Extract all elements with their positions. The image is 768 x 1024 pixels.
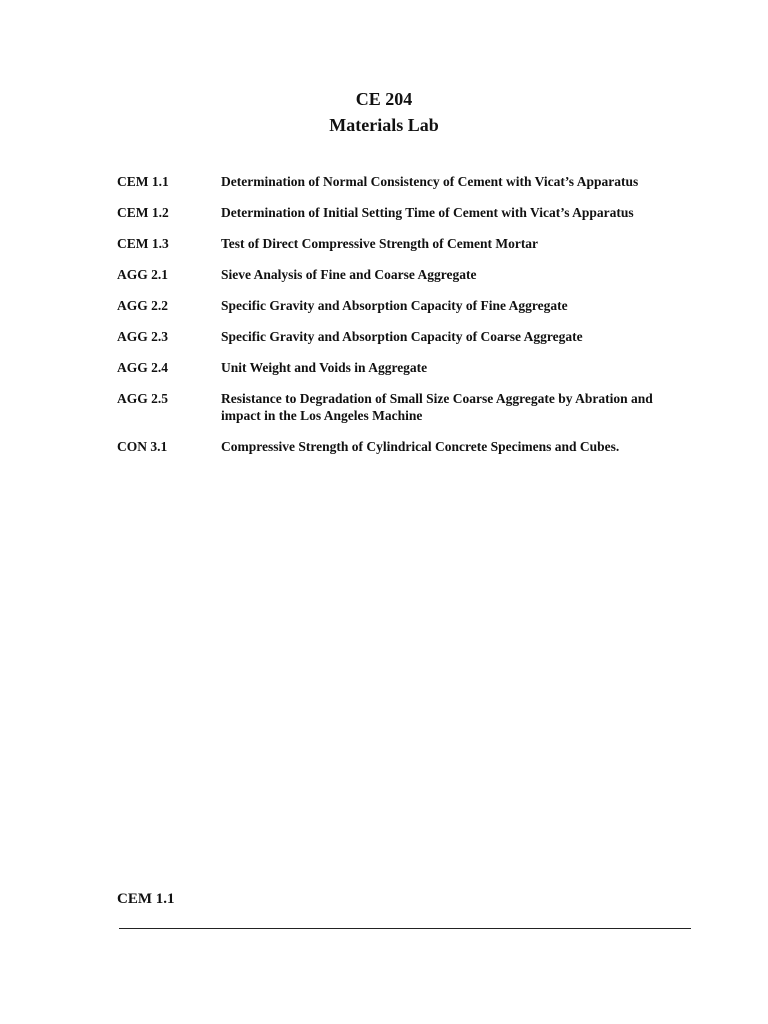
section-heading: CEM 1.1 — [117, 891, 175, 907]
experiment-row — [117, 235, 677, 252]
experiment-code: AGG 2.5 — [117, 391, 169, 406]
experiment-code: AGG 2.4 — [117, 360, 169, 375]
experiment-title: Determination of Normal Consistency of Cement with Vicat’s Apparatus — [221, 174, 639, 189]
experiment-title: Unit Weight and Voids in Aggregate — [221, 360, 428, 375]
experiment-code: AGG 2.1 — [117, 267, 169, 282]
experiment-title: Resistance to Degradation of Small Size Coarse Aggregate by Abration and impact in the Los Angeles Machine — [221, 391, 653, 423]
experiment-title: Determination of Initial Setting Time of Cement with Vicat’s Apparatus — [221, 205, 634, 220]
experiment-title: Specific Gravity and Absorption Capacity of Fine Aggregate — [221, 298, 568, 313]
experiment-list — [117, 173, 677, 469]
experiment-title: Test of Direct Compressive Strength of Cement Mortar — [221, 236, 539, 251]
course-name: Materials Lab — [329, 115, 439, 135]
experiment-row — [117, 438, 677, 455]
experiment-row — [117, 173, 677, 190]
experiment-row — [117, 328, 677, 345]
course-code: CE 204 — [355, 89, 413, 109]
experiment-row — [117, 390, 677, 424]
experiment-row — [117, 359, 677, 376]
experiment-code: CEM 1.3 — [117, 236, 169, 251]
experiment-title: Sieve Analysis of Fine and Coarse Aggregate — [221, 267, 477, 282]
experiment-code: CEM 1.2 — [117, 205, 169, 220]
experiment-title: Compressive Strength of Cylindrical Concrete Specimens and Cubes. — [221, 439, 620, 454]
experiment-title: Specific Gravity and Absorption Capacity of Coarse Aggregate — [221, 329, 583, 344]
experiment-code: CON 3.1 — [117, 439, 168, 454]
experiment-row — [117, 266, 677, 283]
experiment-row — [117, 204, 677, 221]
experiment-code: AGG 2.2 — [117, 298, 169, 313]
experiment-code: AGG 2.3 — [117, 329, 169, 344]
experiment-row — [117, 297, 677, 314]
section-divider — [119, 928, 691, 929]
experiment-code: CEM 1.1 — [117, 174, 169, 189]
